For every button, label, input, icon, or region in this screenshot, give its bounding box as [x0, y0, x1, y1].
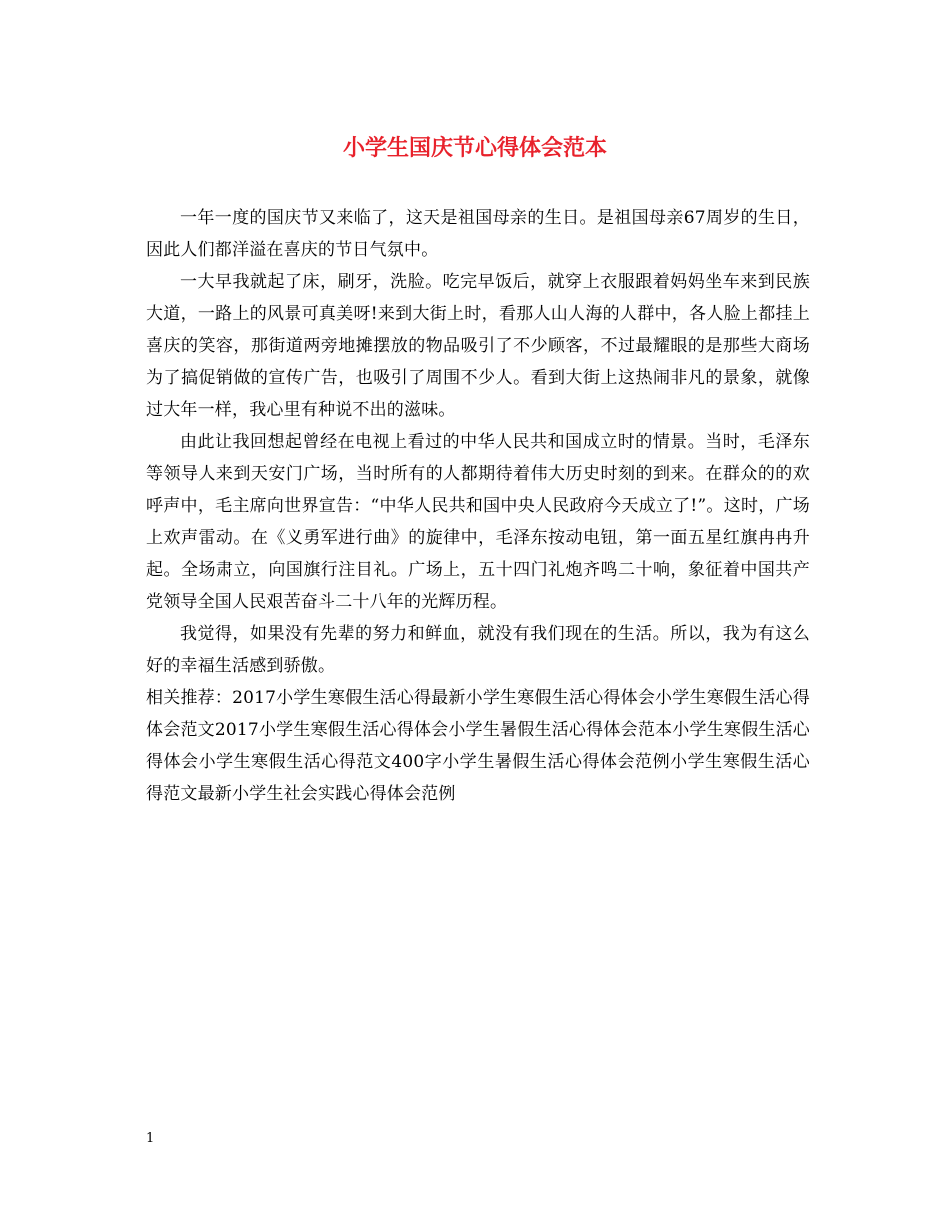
paragraph-1: 一年一度的国庆节又来临了，这天是祖国母亲的生日。是祖国母亲67周岁的生日，因此人们都洋溢在喜庆的节日气氛中。: [146, 208, 810, 260]
related-recommendations: 相关推荐：2017小学生寒假生活心得最新小学生寒假生活心得体会小学生寒假生活心得体会范文2017小学生寒假生活心得体会小学生暑假生活心得体会范本小学生寒假生活心得体会小学生寒假生活心得范文400字小学生暑假生活心得体会范例小学生寒假生活心得范文最新小学生社会实践心得体会范例: [146, 688, 810, 804]
paragraph-2: 一大早我就起了床，刷牙，洗脸。吃完早饭后，就穿上衣服跟着妈妈坐车来到民族大道，一路上的风景可真美呀!来到大街上时，看那人山人海的人群中，各人脸上都挂上喜庆的笑容，那街道两旁地摊摆放的物品吸引了不少顾客，不过最耀眼的是那些大商场为了搞促销做的宣传广告，也吸引了周围不少人。看到大街上这热闹非凡的景象，就像过大年一样，我心里有种说不出的滋味。: [146, 272, 810, 420]
document-title: 小学生国庆节心得体会范本: [342, 135, 607, 161]
paragraph-4: 我觉得，如果没有先辈的努力和鲜血，就没有我们现在的生活。所以，我为有这么好的幸福生活感到骄傲。: [146, 624, 810, 676]
document-body: [146, 202, 810, 810]
paragraph-3: 由此让我回想起曾经在电视上看过的中华人民共和国成立时的情景。当时，毛泽东等领导人来到天安门广场，当时所有的人都期待着伟大历史时刻的到来。在群众的的欢呼声中，毛主席向世界宣告：“中华人民共和国中央人民政府今天成立了!”。这时，广场上欢声雷动。在《义勇军进行曲》的旋律中，毛泽东按动电钮，第一面五星红旗冉冉升起。全场肃立，向国旗行注目礼。广场上，五十四门礼炮齐鸣二十响，象征着中国共产党领导全国人民艰苦奋斗二十八年的光辉历程。: [146, 432, 810, 612]
page-number: 1: [146, 1131, 155, 1146]
